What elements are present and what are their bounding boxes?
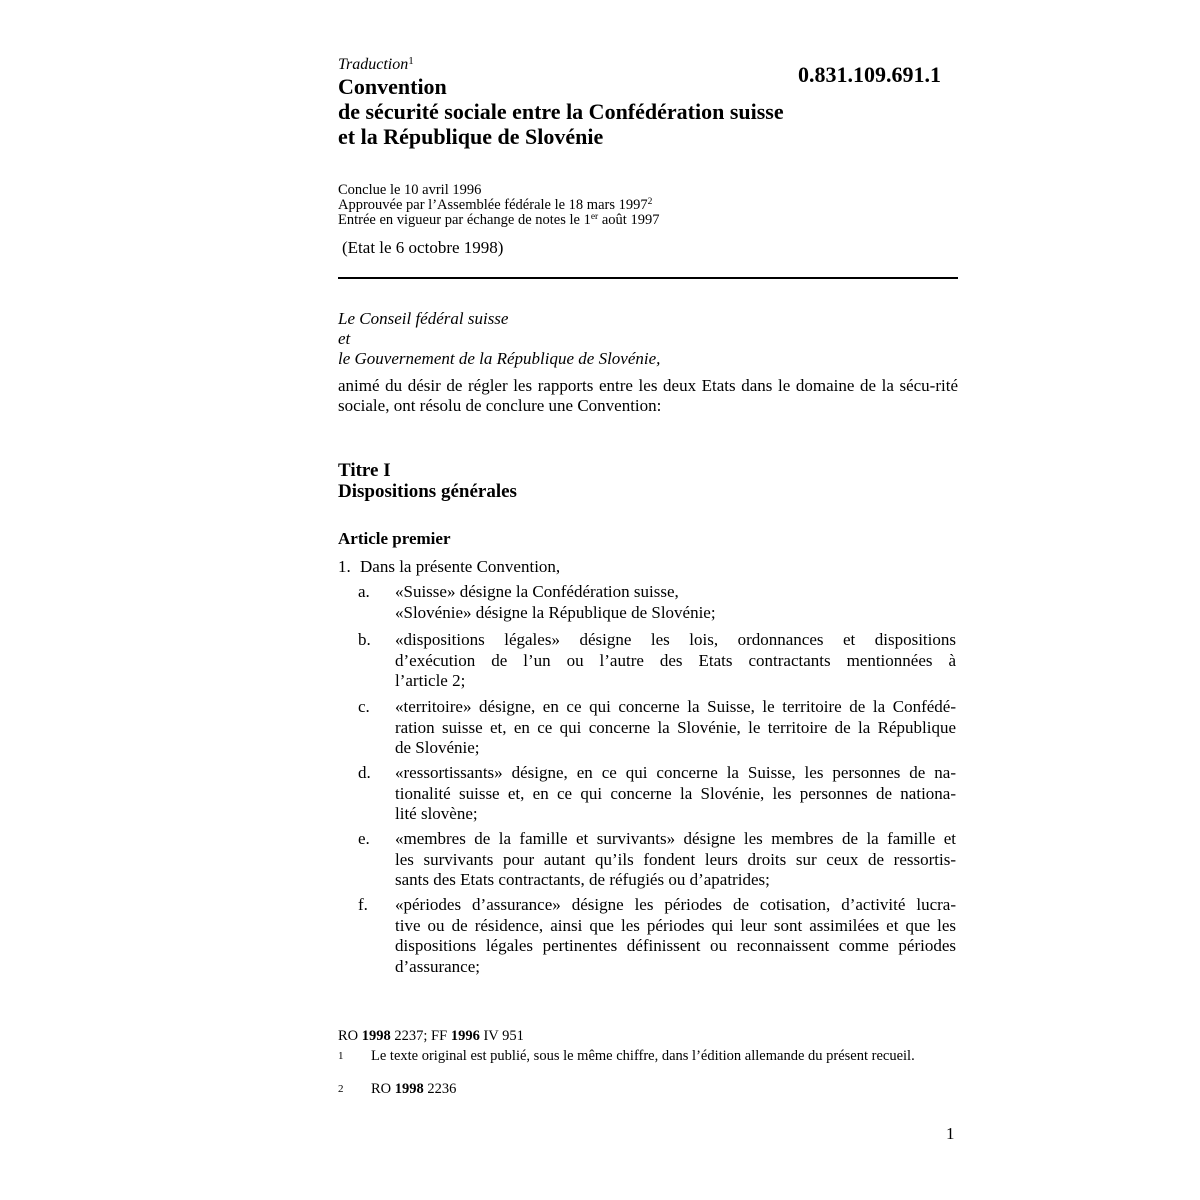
item-text xyxy=(395,630,956,692)
title-heading xyxy=(338,460,517,502)
footnote-number: 2 xyxy=(338,1083,344,1095)
item-letter: e. xyxy=(358,829,370,848)
contracting-parties xyxy=(338,309,660,369)
item-line: de Slovénie; xyxy=(395,738,480,757)
entry-prefix: Entrée en vigueur par échange de notes le 1 xyxy=(338,212,591,228)
item-line: tionalité suisse et, en ce qui concerne la Slovénie, les personnes de nationa- xyxy=(395,783,956,803)
article-heading: Article premier xyxy=(338,529,451,548)
footnote-number: 1 xyxy=(338,1050,344,1062)
footnote-text xyxy=(371,1082,956,1097)
title-line-1: Convention xyxy=(338,74,447,99)
ff-year: 1996 xyxy=(450,1028,480,1044)
ff-suffix: IV 951 xyxy=(479,1028,524,1044)
entry-into-force xyxy=(338,213,659,228)
title-line-2: de sécurité sociale entre la Confédération suisse xyxy=(338,99,784,124)
approved-line xyxy=(338,198,659,213)
item-line: «périodes d’assurance» désigne les périodes de cotisation, d’activité lucra- xyxy=(395,895,956,914)
translation-text: Traduction xyxy=(338,56,409,73)
approved-text: Approuvée par l’Assemblée fédérale le 18 mars 1997 xyxy=(338,197,648,213)
document-metadata xyxy=(338,183,659,228)
concluded-date: Conclue le 10 avril 1996 xyxy=(338,182,482,198)
document-title xyxy=(338,74,898,149)
title-number: Titre I xyxy=(338,460,391,481)
party-conjunction: et xyxy=(338,329,351,348)
item-line: l’article 2; xyxy=(395,671,466,690)
paragraph-text: Dans la présente Convention, xyxy=(360,557,561,576)
item-line: les survivants pour autant qu’ils fondent leurs droits sur ceux de ressortis- xyxy=(395,849,956,869)
item-line: tive ou de résidence, ainsi que les périodes qui leur sont assimilées et que les xyxy=(395,915,956,935)
item-text xyxy=(395,829,956,891)
item-line: d’assurance; xyxy=(395,956,480,976)
footnote-ref-1[interactable]: 1 xyxy=(408,55,414,67)
footnote-suffix: 2236 xyxy=(423,1081,457,1097)
sr-number: 0.831.109.691.1 xyxy=(798,62,941,87)
party-slovenia: le Gouvernement de la République de Slovénie, xyxy=(338,349,661,368)
page-number: 1 xyxy=(946,1124,955,1143)
footnote-prefix: RO xyxy=(371,1081,395,1097)
header-divider xyxy=(338,277,958,279)
item-line: «territoire» désigne, en ce qui concerne la Suisse, le territoire de la Confédé- xyxy=(395,697,956,716)
item-line: «Slovénie» désigne la République de Slovénie; xyxy=(395,602,716,622)
title-name: Dispositions générales xyxy=(338,481,517,502)
ro-mid: 2237; FF xyxy=(390,1028,451,1044)
item-line: «ressortissants» désigne, en ce qui concerne la Suisse, les personnes de na- xyxy=(395,763,956,782)
item-line: d’exécution de l’un ou l’autre des Etats contractants mentionnées à xyxy=(395,650,956,670)
item-line: sants des Etats contractants, de réfugiés ou d’apatrides; xyxy=(395,870,770,889)
item-letter: c. xyxy=(358,697,370,716)
paragraph-number: 1. xyxy=(338,557,351,576)
publication-reference xyxy=(338,1028,524,1044)
item-letter: b. xyxy=(358,630,371,649)
item-line: «membres de la famille et survivants» désigne les membres de la famille et xyxy=(395,829,956,848)
party-switzerland: Le Conseil fédéral suisse xyxy=(338,309,509,328)
translation-label xyxy=(338,52,414,74)
item-letter: d. xyxy=(358,763,371,782)
item-line: dispositions légales pertinentes définissent ou reconnaissent comme périodes xyxy=(395,936,956,955)
ro-year: 1998 xyxy=(361,1028,391,1044)
item-letter: f. xyxy=(358,895,368,914)
footnote-text: Le texte original est publié, sous le même chiffre, dans l’édition allemande du présent recueil. xyxy=(371,1048,915,1064)
item-line: lité slovène; xyxy=(395,804,478,823)
item-text xyxy=(395,697,956,759)
preamble: animé du désir de régler les rapports entre les deux Etats dans le domaine de la sécu-rité sociale, ont résolu de conclure une Convention: xyxy=(338,376,958,415)
entry-suffix: août 1997 xyxy=(598,212,660,228)
footnote-ref-2[interactable]: 2 xyxy=(647,197,653,207)
item-text xyxy=(395,895,956,977)
item-text xyxy=(395,582,956,623)
title-line-3: et la République de Slovénie xyxy=(338,124,604,149)
ro-prefix: RO xyxy=(338,1028,362,1044)
item-line: «dispositions légales» désigne les lois, ordonnances et dispositions xyxy=(395,630,956,649)
item-line: «Suisse» désigne la Confédération suisse, xyxy=(395,582,679,601)
item-line: ration suisse et, en ce qui concerne la Slovénie, le territoire de la République xyxy=(395,717,956,737)
footnote-year: 1998 xyxy=(394,1081,424,1097)
item-text xyxy=(395,763,956,825)
status-date: (Etat le 6 octobre 1998) xyxy=(342,238,504,257)
paragraph-1 xyxy=(338,557,560,577)
item-letter: a. xyxy=(358,582,370,601)
entry-ordinal: er xyxy=(590,212,599,222)
